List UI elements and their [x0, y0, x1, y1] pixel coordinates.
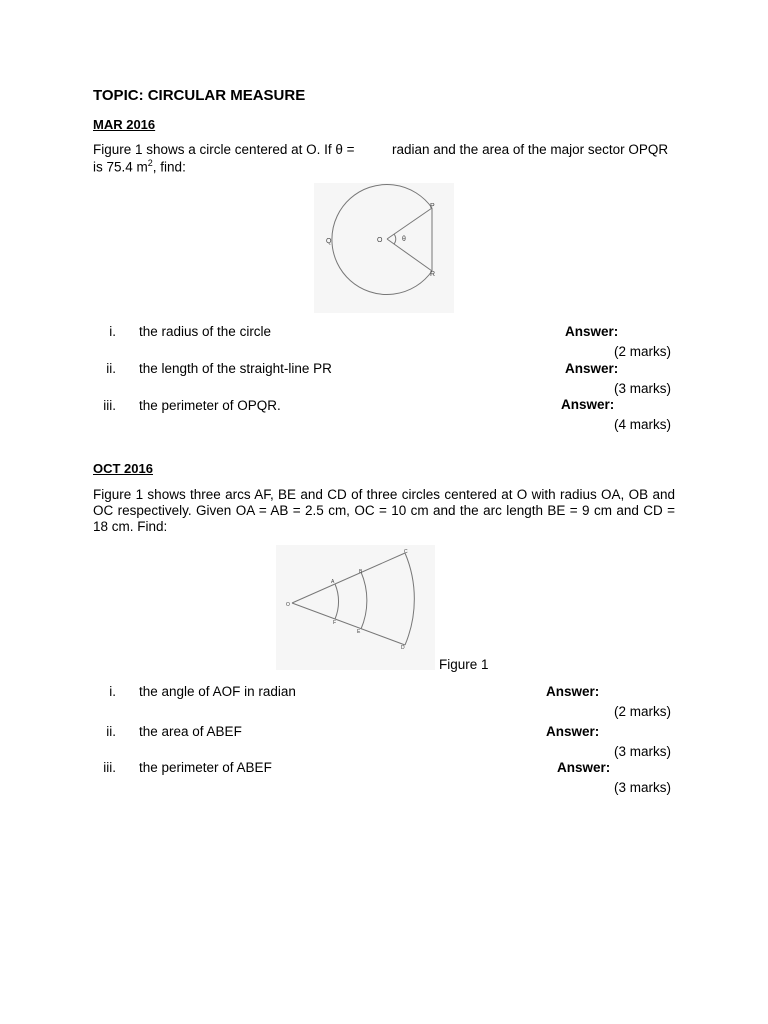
q1-i-number: i. [109, 324, 116, 339]
label-f: F [333, 620, 337, 626]
q2-i-text: the angle of AOF in radian [139, 684, 296, 699]
section2-intro: Figure 1 shows three arcs AF, BE and CD of three circles centered at O with radius OA, OB and OC respectively. Given OA = AB = 2.5 cm, OC = 10 cm and the arc length BE = 9 cm and CD = 18 cm. Find: [93, 487, 675, 534]
q1-i-answer-label: Answer: [565, 324, 619, 339]
q1-iii-number: iii. [103, 398, 116, 413]
q2-iii-answer-label: Answer: [557, 760, 611, 775]
q2-ii-number: ii. [106, 724, 116, 739]
q1-i-marks: (2 marks) [614, 344, 671, 359]
section1-intro-line1-a: Figure 1 shows a circle centered at O. If θ = [93, 142, 355, 157]
page-title: TOPIC: CIRCULAR MEASURE [93, 87, 306, 104]
section1-intro-line2: is 75.4 $m^2$, find: [93, 158, 186, 175]
figure-three-arcs [276, 545, 435, 670]
q2-i-marks: (2 marks) [614, 704, 671, 719]
label-o: O [377, 237, 383, 244]
q1-iii-text: the perimeter of OPQR. [139, 398, 281, 413]
label-c: C [404, 549, 408, 555]
q2-ii-marks: (3 marks) [614, 744, 671, 759]
q1-ii-text: the length of the straight-line PR [139, 361, 332, 376]
figure-circle-opqr [314, 183, 454, 313]
q1-i-text: the radius of the circle [139, 324, 272, 339]
label-o: O [286, 602, 290, 608]
label-e: E [357, 629, 361, 635]
q2-iii-text: the perimeter of ABEF [139, 760, 272, 775]
q1-ii-number: ii. [106, 361, 116, 376]
label-r: R [430, 271, 436, 278]
q2-ii-text: the area of ABEF [139, 724, 242, 739]
label-p: P [430, 203, 435, 210]
label-theta: θ [402, 236, 406, 243]
q2-ii-answer-label: Answer: [546, 724, 600, 739]
q1-iii-answer-label: Answer: [561, 397, 615, 412]
label-b: B [359, 569, 363, 575]
q2-iii-number: iii. [103, 760, 116, 775]
label-d: D [401, 645, 405, 651]
q2-i-number: i. [109, 684, 116, 699]
label-a: A [331, 579, 335, 585]
q1-ii-marks: (3 marks) [614, 381, 671, 396]
q2-i-answer-label: Answer: [546, 684, 600, 699]
figure-caption: Figure 1 [439, 657, 489, 672]
q2-iii-marks: (3 marks) [614, 780, 671, 795]
section-heading-oct-2016: OCT 2016 [93, 461, 153, 476]
section1-intro-line1-b: radian and the area of the major sector OPQR [392, 142, 669, 157]
label-q: Q [326, 238, 332, 245]
q1-ii-answer-label: Answer: [565, 361, 619, 376]
q1-iii-marks: (4 marks) [614, 417, 671, 432]
section-heading-mar-2016: MAR 2016 [93, 117, 156, 132]
